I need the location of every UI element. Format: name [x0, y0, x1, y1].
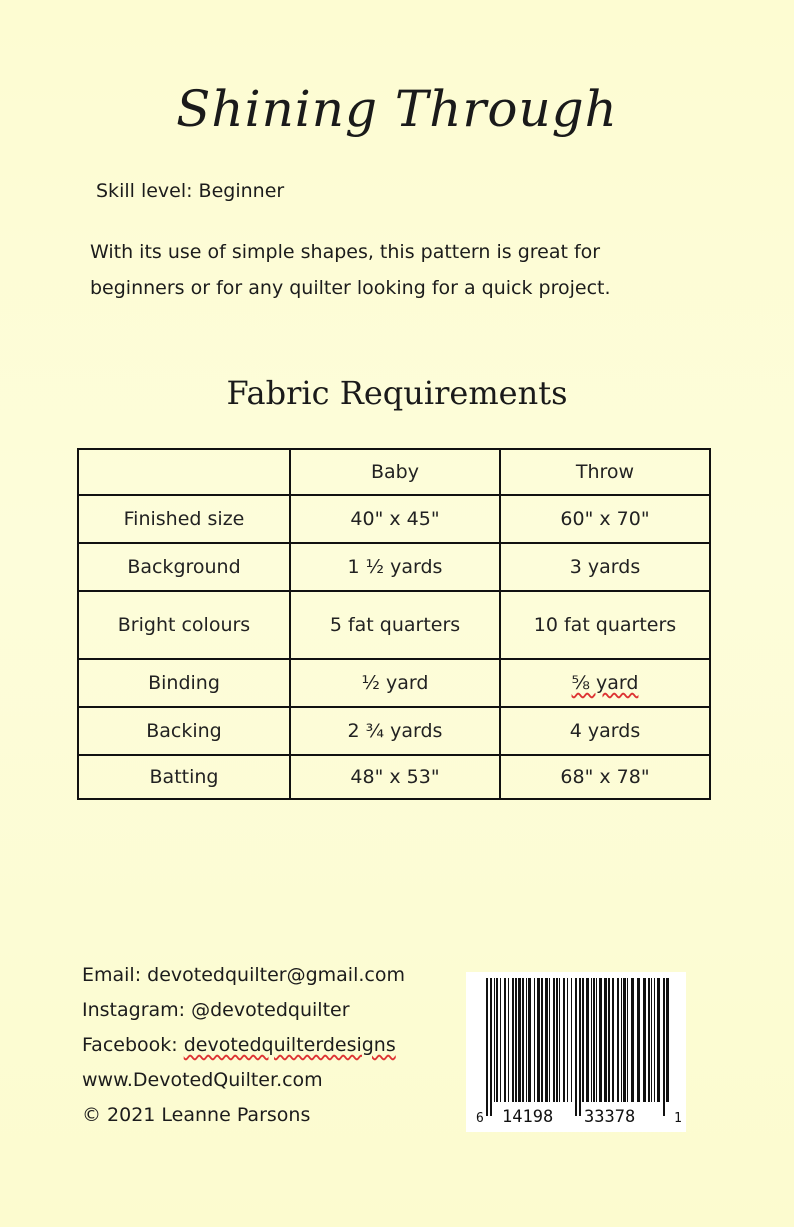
table-row	[78, 707, 710, 755]
contact-info	[82, 958, 405, 1133]
barcode-bar	[617, 978, 619, 1102]
barcode-bars	[486, 978, 669, 1116]
barcode-group-2: 33378	[584, 1107, 636, 1127]
baby-value: 40" x 45"	[290, 495, 500, 543]
email-text: Email: devotedquilter@gmail.com	[82, 964, 405, 986]
table-row	[78, 755, 710, 799]
baby-value: 48" x 53"	[290, 755, 500, 799]
website-text: www.DevotedQuilter.com	[82, 1069, 323, 1091]
barcode-bar	[582, 978, 584, 1102]
barcode-bar	[637, 978, 640, 1102]
table-header-row	[78, 449, 710, 495]
barcode-bar	[567, 978, 568, 1102]
barcode-bar	[549, 978, 550, 1102]
row-label: Background	[78, 543, 290, 591]
barcode-bar	[559, 978, 560, 1102]
instagram-text: Instagram: @devotedquilter	[82, 999, 350, 1021]
throw-value: 68" x 78"	[500, 755, 710, 799]
barcode-bar	[631, 978, 634, 1102]
barcode-bar	[591, 978, 592, 1102]
page-title: Shining Through	[176, 80, 618, 138]
barcode-bar	[612, 978, 614, 1102]
row-label: Bright colours	[78, 591, 290, 659]
barcode-bar	[528, 978, 531, 1102]
facebook-handle: devotedquilterdesigns	[183, 1034, 396, 1056]
barcode-bar	[490, 978, 492, 1116]
barcode-bar	[545, 978, 548, 1102]
table-row	[78, 591, 710, 659]
barcode-bar	[654, 978, 655, 1102]
barcode-bar	[593, 978, 595, 1102]
barcode-bar	[500, 978, 501, 1102]
barcode-bar	[522, 978, 524, 1102]
barcode-bar	[526, 978, 527, 1102]
fabric-requirements-table	[77, 448, 711, 800]
throw-value: 4 yards	[500, 707, 710, 755]
barcode-bar	[623, 978, 626, 1102]
header-cell-baby: Baby	[290, 449, 500, 495]
barcode-bar	[648, 978, 650, 1102]
barcode-bar	[579, 978, 581, 1116]
throw-value: 10 fat quarters	[500, 591, 710, 659]
barcode-group-1: 14198	[502, 1107, 554, 1127]
table-row	[78, 543, 710, 591]
barcode-bar	[663, 978, 665, 1116]
barcode-bar	[586, 978, 589, 1102]
barcode-bar	[553, 978, 555, 1102]
barcode-bar	[541, 978, 543, 1102]
barcode-bar	[518, 978, 521, 1102]
description-line: With its use of simple shapes, this pattern is great for	[90, 241, 601, 263]
barcode-graphic	[466, 972, 686, 1132]
baby-value: ½ yard	[290, 659, 500, 707]
section-title: Fabric Requirements	[226, 374, 568, 412]
row-label: Backing	[78, 707, 290, 755]
barcode-bar	[621, 978, 622, 1102]
barcode-bar	[556, 978, 558, 1102]
barcode-bar	[534, 978, 535, 1102]
row-label: Batting	[78, 755, 290, 799]
barcode-bar	[508, 978, 509, 1102]
description	[90, 234, 710, 306]
barcode-bar	[571, 978, 572, 1102]
throw-value: 3 yards	[500, 543, 710, 591]
header-cell-throw: Throw	[500, 449, 710, 495]
table-row	[78, 659, 710, 707]
row-label: Binding	[78, 659, 290, 707]
barcode-bar	[627, 978, 628, 1102]
barcode-bar	[496, 978, 498, 1102]
barcode-digit-left: 6	[476, 1111, 484, 1126]
barcode-bar	[604, 978, 607, 1102]
barcode-bar	[494, 978, 495, 1102]
table-row	[78, 495, 710, 543]
baby-value: 5 fat quarters	[290, 591, 500, 659]
barcode-bar	[651, 978, 652, 1102]
barcode	[466, 972, 686, 1132]
barcode-digit-right: 1	[674, 1111, 682, 1126]
barcode-bar	[512, 978, 514, 1102]
baby-value: 1 ½ yards	[290, 543, 500, 591]
header-cell-empty	[78, 449, 290, 495]
baby-value: 2 ¾ yards	[290, 707, 500, 755]
barcode-bar	[643, 978, 646, 1102]
facebook-label: Facebook:	[82, 1034, 184, 1056]
throw-value: 60" x 70"	[500, 495, 710, 543]
barcode-bar	[666, 978, 669, 1102]
description-line: beginners or for any quilter looking for a quick project.	[90, 277, 611, 299]
throw-value: ⅝ yard	[500, 659, 710, 707]
copyright-text: © 2021 Leanne Parsons	[82, 1104, 311, 1126]
barcode-bar	[563, 978, 565, 1102]
barcode-bar	[599, 978, 602, 1102]
barcode-bar	[515, 978, 517, 1102]
skill-level: Skill level: Beginner	[96, 180, 285, 202]
barcode-bar	[657, 978, 660, 1102]
barcode-bar	[486, 978, 488, 1116]
barcode-bar	[596, 978, 597, 1102]
facebook-line	[82, 1028, 405, 1063]
barcode-bar	[537, 978, 540, 1102]
row-label: Finished size	[78, 495, 290, 543]
barcode-bar	[504, 978, 506, 1102]
barcode-bar	[575, 978, 577, 1116]
barcode-bar	[608, 978, 610, 1102]
